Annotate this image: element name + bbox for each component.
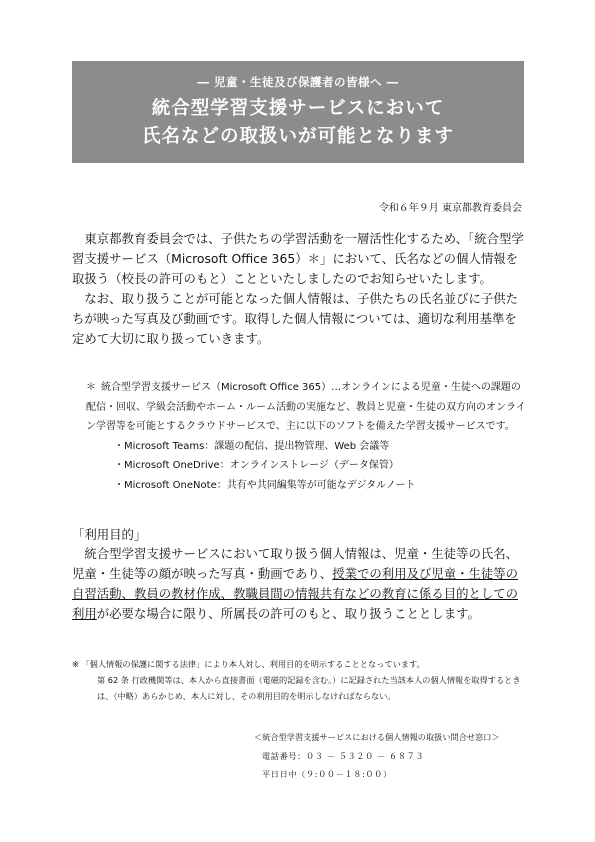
banner-title-line2: 氏名などの取扱いが可能となります — [141, 126, 454, 147]
intro-section — [72, 229, 527, 349]
purpose-text-3: が必要な場合に限り、所属長の許可のもと、取り扱うこととします。 — [96, 606, 480, 621]
intro-paragraph-1: 東京都教育委員会では、子供たちの学習活動を一層活性化するため、「統合型学習支援サービス（Microsoft Office 365）＊」において、氏名などの個人情報を取扱う（校長の許可のもと）ことといたしましたのでお知らせいたします。 — [72, 231, 524, 286]
legal-line-2: 第 62 条 行政機関等は、本人から直接書面（電磁的記録を含む。）に記録された当該本人の個人情報を取得するときは、（中略）あらかじめ、本人に対し、その利用目的を明示しなければならない。 — [97, 675, 521, 701]
contact-info — [254, 728, 534, 784]
service-footnote — [86, 378, 526, 495]
software-item-onenote: ・Microsoft OneNote：共有や共同編集等が可能なデジタルノート — [114, 479, 416, 491]
banner-subtitle: ― 児童・生徒及び保護者の皆様へ ― — [197, 75, 399, 89]
purpose-paragraph — [72, 544, 527, 624]
contact-heading: ＜統合型学習支援サービスにおける個人情報の取扱い問合せ窓口＞ — [254, 732, 500, 742]
purpose-heading: 「利用目的」 — [72, 527, 147, 542]
purpose-text-1: 統合型学習支援サービスにおいて取り扱う個人情報は、児童・生徒等の氏名、児童・生徒等の顔が映った写真・動画であり、 — [72, 546, 519, 581]
date-and-issuer: 令和６年９月 東京都教育委員会 — [378, 203, 522, 214]
purpose-section — [72, 544, 527, 624]
intro-paragraph-2: なお、取り扱うことが可能となった個人情報は、子供たちの氏名並びに子供たちが映った写真及び動画です。取得した個人情報については、適切な利用基準を定めて大切に取り扱っていきます。 — [72, 291, 519, 346]
title-banner — [72, 61, 524, 163]
legal-line-1: ※ 「個人情報の保護に関する法律」により本人対し、利用目的を明示することとなっています。 — [72, 659, 425, 669]
banner-title-line1: 統合型学習支援サービスにおいて — [151, 98, 445, 119]
contact-hours: 平日日中（９:００－１８:００） — [262, 769, 392, 779]
footnote-text: 統合型学習支援サービス（Microsoft Office 365）…オンラインによる児童・生徒への課題の配信・回収、学級会活動やホーム・ルーム活動の実施など、教員と児童・生徒の双方向のオンライン学習等を可能とするクラウドサービスで、主に以下のソフトを備えた学習支援サービスです。 — [86, 382, 526, 432]
software-item-teams: ・Microsoft Teams：課題の配信、提出物管理、Web 会議等 — [114, 440, 390, 452]
legal-note — [72, 656, 527, 704]
software-list — [86, 437, 526, 496]
footnote-description — [86, 378, 526, 437]
software-item-onedrive: ・Microsoft OneDrive：オンラインストレージ（データ保管） — [114, 460, 399, 471]
footnote-mark: ＊ — [86, 382, 96, 393]
purpose-text-underlined: 授業での利用及び児童・生徒等の自習活動、教員の教材作成、教職員間の情報共有などの教育に係る目的としての利用 — [72, 566, 519, 621]
contact-phone: 電話番号：０３ － ５３２０ － ６８７３ — [262, 750, 425, 761]
